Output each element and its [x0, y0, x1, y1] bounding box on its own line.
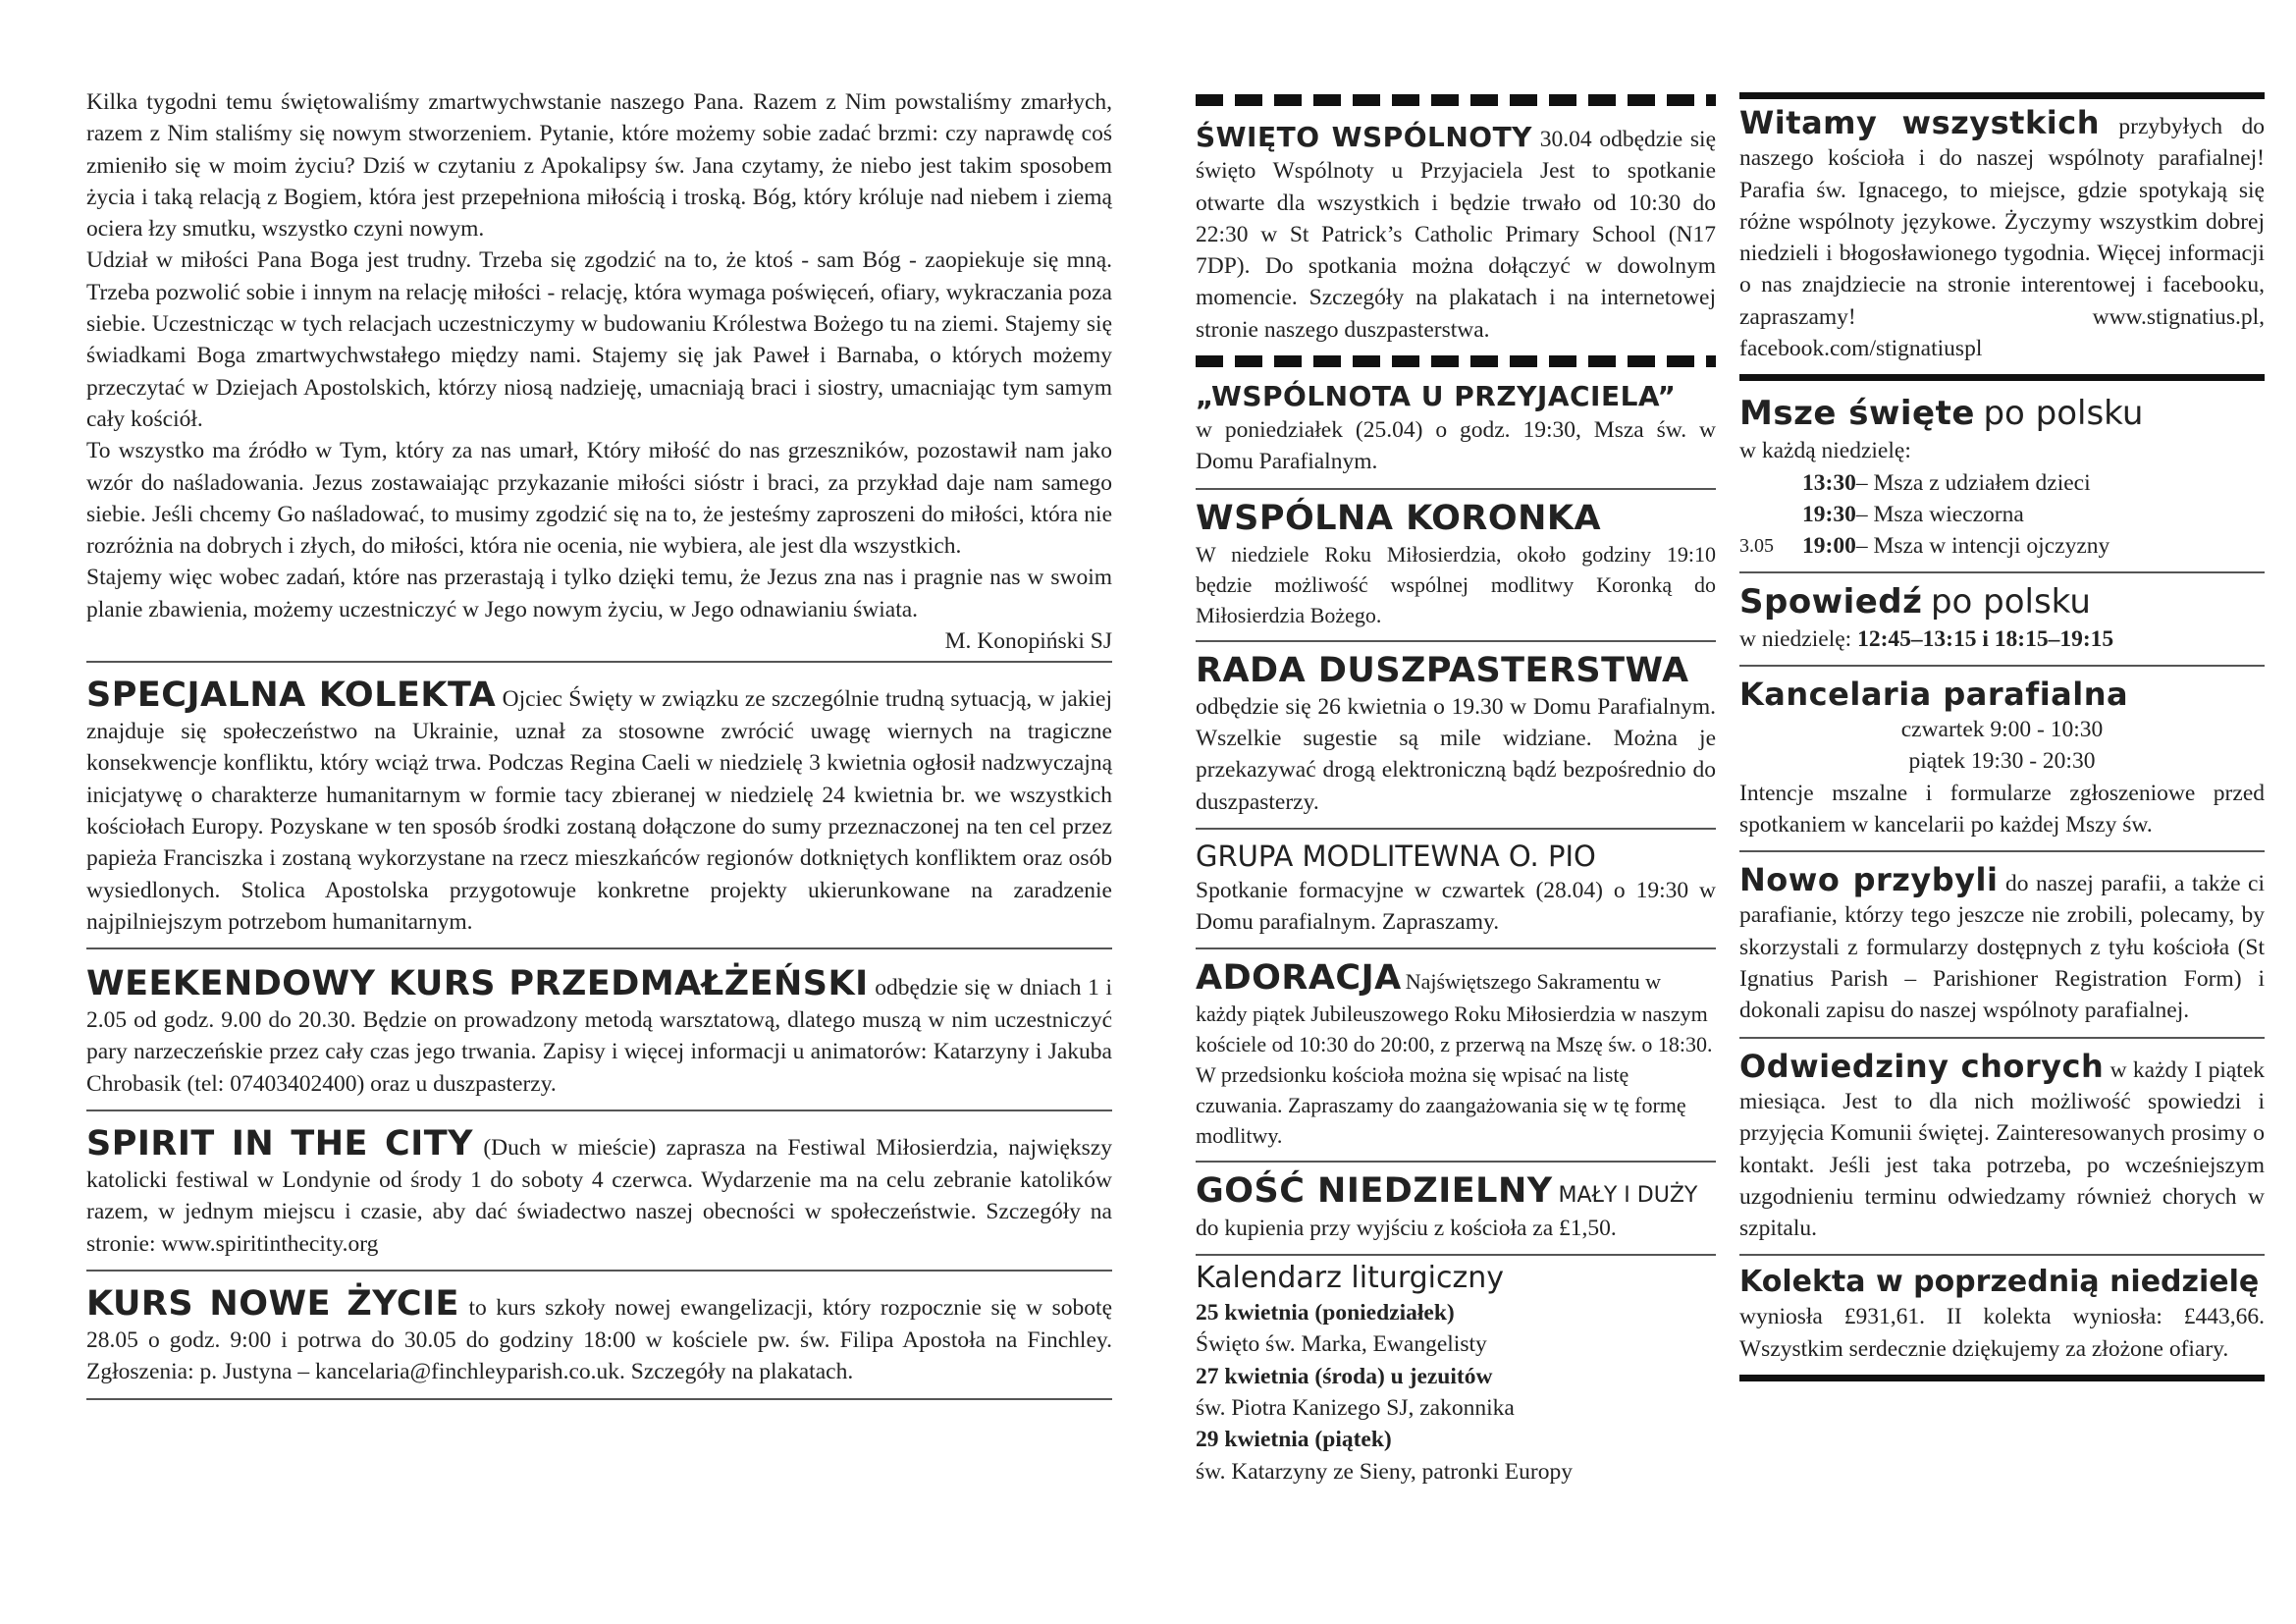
- section-title: WEEKENDOWY KURS PRZEDMAŁŻEŃSKI: [86, 964, 869, 1004]
- section-title: GRUPA MODLITEWNA O. PIO: [1196, 839, 1596, 873]
- kalendarz-desc: Święto św. Marka, Ewangelisty: [1196, 1331, 1487, 1358]
- kalendarz-entry: [1196, 1424, 1716, 1488]
- intro-signature: M. Konopiński SJ: [86, 625, 1112, 663]
- mass-row: [1739, 467, 2265, 499]
- intro-paragraph: Kilka tygodni temu świętowaliśmy zmartwychwstanie naszego Pana. Razem z Nim powstaliśmy zmarłych, razem z Nim staliśmy się nowym stworzeniem. Pytanie, które możemy sobie zadać brzmi: czy naprawdę coś zmieniło się w moim życiu? Dziś w czytaniu z Apokalipsy św. Jana czytamy, że niebo jest takim sposobem życia i taką relacją z Bogiem, która jest przepełniona miłością i troską. Bóg, który króluje nad niebem i ziemą ociera łzy smutku, wszystko czyni nowym.: [86, 89, 1112, 243]
- mass-time: 19:00: [1802, 532, 1856, 559]
- mass-time: 19:30: [1802, 501, 1856, 527]
- section-text: Ojciec Święty w związku ze szczególnie trudną sytuacją, w jakiej znajduje się społeczeństwo na Ukrainie, uznał za stosowne zwrócić uwagę wiernych na tragiczne konsekwencje konfliktu, który wciąż trwa. Podczas Regina Caeli w niedzielę 3 kwietnia ogłosił nadzwyczajną inicjatywę o charakterze humanitarnym w formie tacy zbieranej w niedzielę 24 kwietnia br. we wszystkich kościołach Europy. Pozyskane w ten sposób środki zostaną dołączone do sumy przeznaczonej na ten cel przez papieża Franciszka i zostaną wykorzystane na rzecz mieszkańców regionów dotkniętych konfliktem oraz osób wysiedlonych. Stolica Apostolska przygotowuje konkretne projekty ukierunkowane na zaradzenie najpilniejszym potrzebom humanitarnym.: [86, 686, 1113, 935]
- section-kancelaria: [1739, 667, 2265, 852]
- section-title: RADA DUSZPASTERSTWA: [1196, 650, 1689, 690]
- section-text: (Duch w mieście) zaprasza na Festiwal Miłosierdzia, największy katolicki festiwal w Londynie od środy 1 do soboty 4 czerwca. Wydarzenie ma na celu zebranie katolików razem, w jednym miejscu i czasie, aby dać świadectwo naszej obecności w społeczeństwie. Szczegóły na stronie: www.spiritinthecity.org: [86, 1135, 1113, 1257]
- section-title: SPECJALNA KOLEKTA: [86, 676, 497, 716]
- section-intro: w każdą niedzielę:: [1739, 438, 1911, 464]
- section-text: W niedziele Roku Miłosierdzia, około godziny 19:10 będzie możliwość wspólnej modlitwy Koronką do Miłosierdzia Bożego.: [1196, 541, 1716, 627]
- section-title: ADORACJA: [1196, 958, 1402, 999]
- section-title: [1739, 393, 2265, 435]
- section-spowiedz: [1739, 573, 2265, 667]
- section-title: Kancelaria parafialna: [1739, 675, 2129, 713]
- section-kurs-przedmalzenski: [86, 949, 1112, 1111]
- top-rule: [1739, 92, 2265, 99]
- mass-desc: – Msza w intencji ojczyzny: [1855, 532, 2110, 559]
- section-msze: [1739, 381, 2265, 572]
- mass-time: 13:30: [1802, 469, 1856, 496]
- section-text: do naszej parafii, a także ci parafianie, którzy tego jeszcze nie zrobili, polecamy, by skorzystali z formularzy dostępnych z tyłu kościoła (St Ignatius Parish – Parishioner Registration Form) i dokonali zapisu do naszej wspólnoty parafialnej.: [1739, 871, 2266, 1024]
- section-subtitle: MAŁY I DUŻY: [1558, 1183, 1698, 1209]
- section-title: WSPÓLNA KORONKA: [1196, 498, 1602, 538]
- kalendarz-day: 29 kwietnia (piątek): [1196, 1427, 1392, 1453]
- kalendarz-desc: św. Piotra Kanizego SJ, zakonnika: [1196, 1394, 1515, 1421]
- section-text: do kupienia przy wyjściu z kościoła za £1,50.: [1196, 1215, 1617, 1241]
- section-title: Kalendarz liturgiczny: [1196, 1261, 1505, 1296]
- section-text: w każdy I piątek miesiąca. Jest to dla nich możliwość spowiedzi i przyjęcia Komunii świętej. Zainteresowanych prosimy o kontakt. Jeśli jest taka potrzeba, po wcześniejszym uzgodnieniu terminu odwiedzamy również chorych w szpitalu.: [1739, 1056, 2265, 1242]
- section-text: Najświętszego Sakramentu w każdy piątek Jubileuszowego Roku Miłosierdzia w naszym kościele od 10:30 do 20:00, z przerwą na Mszę św. o 18:30. W przedsionku kościoła można się wpisać na listę czuwania. Zapraszamy do zaangażowania się w tę formę modlitwy.: [1196, 969, 1713, 1149]
- section-kalendarz: [1196, 1256, 1716, 1497]
- kalendarz-entry: [1196, 1297, 1716, 1361]
- office-hours: piątek 19:30 - 20:30: [1908, 748, 2096, 775]
- mass-desc: – Msza z udziałem dzieci: [1855, 469, 2091, 496]
- intro-paragraph: Udział w miłości Pana Boga jest trudny. Trzeba się zgodzić na to, że ktoś - sam Bóg - zaopiekuje się mną. Trzeba pozwolić sobie i innym na relację miłości - relację, która wymaga poświęceń, ofiary, wykraczania poza siebie. Uczestnicząc w tych relacjach uczestniczymy w budowaniu Królestwa Bożego tu na ziemi. Stajemy się świadkami Boga zmartwychwstałego między nami. Stajemy się jak Paweł i Barnaba, o których możemy przeczytać w Dziejach Apostolskich, którzy niosą nadzieję, umacniają braci i siostry, umacniając tym samym cały kościół.: [86, 247, 1112, 432]
- mass-row: [1739, 499, 2265, 530]
- section-spirit-in-the-city: [86, 1111, 1112, 1272]
- intro-paragraph: To wszystko ma źródło w Tym, który za nas umarł, Który miłość do nas grzeszników, pozostawił nam jako wzór do naśladowania. Jezus zostawaiając przykazanie miłości sióstr i braci, za przykład daje nam samego siebie. Jeśli chcemy Go naśladować, to musimy zgodzić się na to, że jesteśmy zaproszeni do miłości, która nie rozróżnia na dobrych i złych, do miłości, która nie ocenia, nie wybiera, ale jest dla wszystkich.: [86, 438, 1112, 560]
- section-title-rest: po polsku: [1930, 581, 2091, 622]
- section-text: w poniedziałek (25.04) o godz. 19:30, Msza św. w Domu Parafialnym.: [1196, 417, 1716, 475]
- section-title: Kolekta w poprzednią niedzielę: [1739, 1265, 2260, 1300]
- mass-date: [1739, 499, 1802, 530]
- kalendarz-day: 27 kwietnia (środa) u jezuitów: [1196, 1363, 1493, 1389]
- section-kurs-nowe-zycie: [86, 1272, 1112, 1400]
- left-column: [86, 86, 1112, 1400]
- section-title: GOŚĆ NIEDZIELNY: [1196, 1171, 1553, 1212]
- section-text: odbędzie się 26 kwietnia o 19.30 w Domu Parafialnym. Wszelkie sugestie są mile widziane. Można je przekazywać drogą elektroniczną bądź bezpośrednio do duszpasterzy.: [1196, 693, 1716, 815]
- section-witamy: [1739, 99, 2265, 381]
- section-nowo-przybyli: [1739, 852, 2265, 1038]
- dashed-divider: [1196, 355, 1716, 367]
- kalendarz-desc: św. Katarzyny ze Sieny, patronki Europy: [1196, 1458, 1573, 1485]
- section-title: SPIRIT IN THE CITY: [86, 1124, 473, 1164]
- mass-date: [1739, 467, 1802, 499]
- section-text: 30.04 odbędzie się święto Wspólnoty u Przyjaciela Jest to spotkanie otwarte dla wszystkich i będzie trwało od 10:30 do 22:30 w St Patrick’s Catholic Primary School (N17 7DP). Do spotkania można dołączyć w dowolnym momencie. Szczegóły na plakatach i na internetowej stronie naszego duszpasterstwa.: [1196, 127, 1716, 343]
- section-grupa-pio: [1196, 830, 1716, 950]
- section-text: Intencje mszalne i formularze zgłoszeniowe przed spotkaniem w kancelarii po każdej Mszy św.: [1739, 780, 2265, 838]
- mass-row: [1739, 530, 2265, 562]
- section-specjalna-kolekta: [86, 663, 1112, 949]
- section-title-bold: Spowiedź: [1739, 581, 1923, 622]
- section-gosc-niedzielny: [1196, 1163, 1716, 1256]
- section-adoracja: [1196, 949, 1716, 1163]
- section-title-bold: Msze święte: [1739, 394, 1975, 434]
- section-title: [1739, 581, 2265, 623]
- office-hours: czwartek 9:00 - 10:30: [1900, 716, 2104, 742]
- section-text: to kurs szkoły nowej ewangelizacji, który rozpocznie się w sobotę 28.05 o godz. 9:00 i potrwa do 30.05 do godziny 18:00 w kościele pw. św. Filipa Apostoła na Finchley. Zgłoszenia: p. Justyna – kancelaria@finchleyparish.co.uk. Szczegóły na plakatach.: [86, 1294, 1113, 1385]
- section-wspolnota-u-przyjaciela: [1196, 367, 1716, 490]
- section-text: Spotkanie formacyjne w czwartek (28.04) o 19:30 w Domu parafialnym. Zapraszamy.: [1196, 877, 1716, 936]
- section-text: [1739, 623, 2265, 655]
- section-title: Witamy wszystkich: [1739, 104, 2100, 141]
- right-column: [1739, 92, 2265, 1381]
- section-text: wyniosła £931,61. II kolekta wyniosła: £443,66. Wszystkim serdecznie dziękujemy za złożone ofiary.: [1739, 1304, 2265, 1362]
- middle-column: [1196, 94, 1716, 1497]
- section-title: „WSPÓLNOTA U PRZYJACIELA”: [1196, 380, 1677, 413]
- section-odwiedziny: [1739, 1039, 2265, 1257]
- section-kolekta-poprzednia: [1739, 1256, 2265, 1381]
- kalendarz-entry: [1196, 1361, 1716, 1425]
- section-rada-duszpasterstwa: [1196, 642, 1716, 830]
- section-title: Nowo przybyli: [1739, 861, 1999, 899]
- dashed-divider: [1196, 94, 1716, 106]
- spowiedz-times: 12:45–13:15 i 18:15–19:15: [1857, 625, 2114, 652]
- mass-date: 3.05: [1739, 534, 1774, 557]
- intro-paragraph: Stajemy więc wobec zadań, które nas przerastają i tylko dzięki temu, że Jezus zna nas i pragnie nas w swoim planie zbawienia, możemy uczestniczyć w Jego nowym życiu, w Jego odnawianiu świata.: [86, 565, 1112, 623]
- mass-desc: – Msza wieczorna: [1855, 501, 2024, 527]
- section-title: ŚWIĘTO WSPÓLNOTY: [1196, 121, 1532, 153]
- kalendarz-day: 25 kwietnia (poniedziałek): [1196, 1300, 1455, 1326]
- section-text: przybyłych do naszego kościoła i do naszej wspólnoty parafialnej! Parafia św. Ignacego, to miejsce, gdzie spotykają się różne wspólnoty językowe. Życzymy wszystkim dobrej niedzieli i błogosławionego tygodnia. Więcej informacji o nas znajdziecie na stronie interentowej i facebooku, zapraszamy! www.stignatius.pl, facebook.com/stignatiuspl: [1739, 114, 2265, 362]
- section-wspolna-koronka: [1196, 490, 1716, 642]
- section-title: KURS NOWE ŻYCIE: [86, 1283, 459, 1324]
- spowiedz-intro: w niedzielę:: [1739, 625, 1852, 652]
- section-title-rest: po polsku: [1983, 394, 2144, 434]
- section-title: Odwiedziny chorych: [1739, 1047, 2105, 1085]
- section-text: odbędzie się w dniach 1 i 2.05 od godz. 9.00 do 20.30. Będzie on prowadzony metodą warsztatową, dlatego muszą w nim uczestniczyć pary narzeczeńskie przez cały czas jego trwania. Zapisy i więcej informacji u animatorów: Katarzyny i Jakuba Chrobasik (tel: 07403402400) oraz u duszpasterzy.: [86, 975, 1112, 1097]
- intro-article: [86, 86, 1112, 625]
- section-swieto-wspolnoty: [1196, 106, 1716, 355]
